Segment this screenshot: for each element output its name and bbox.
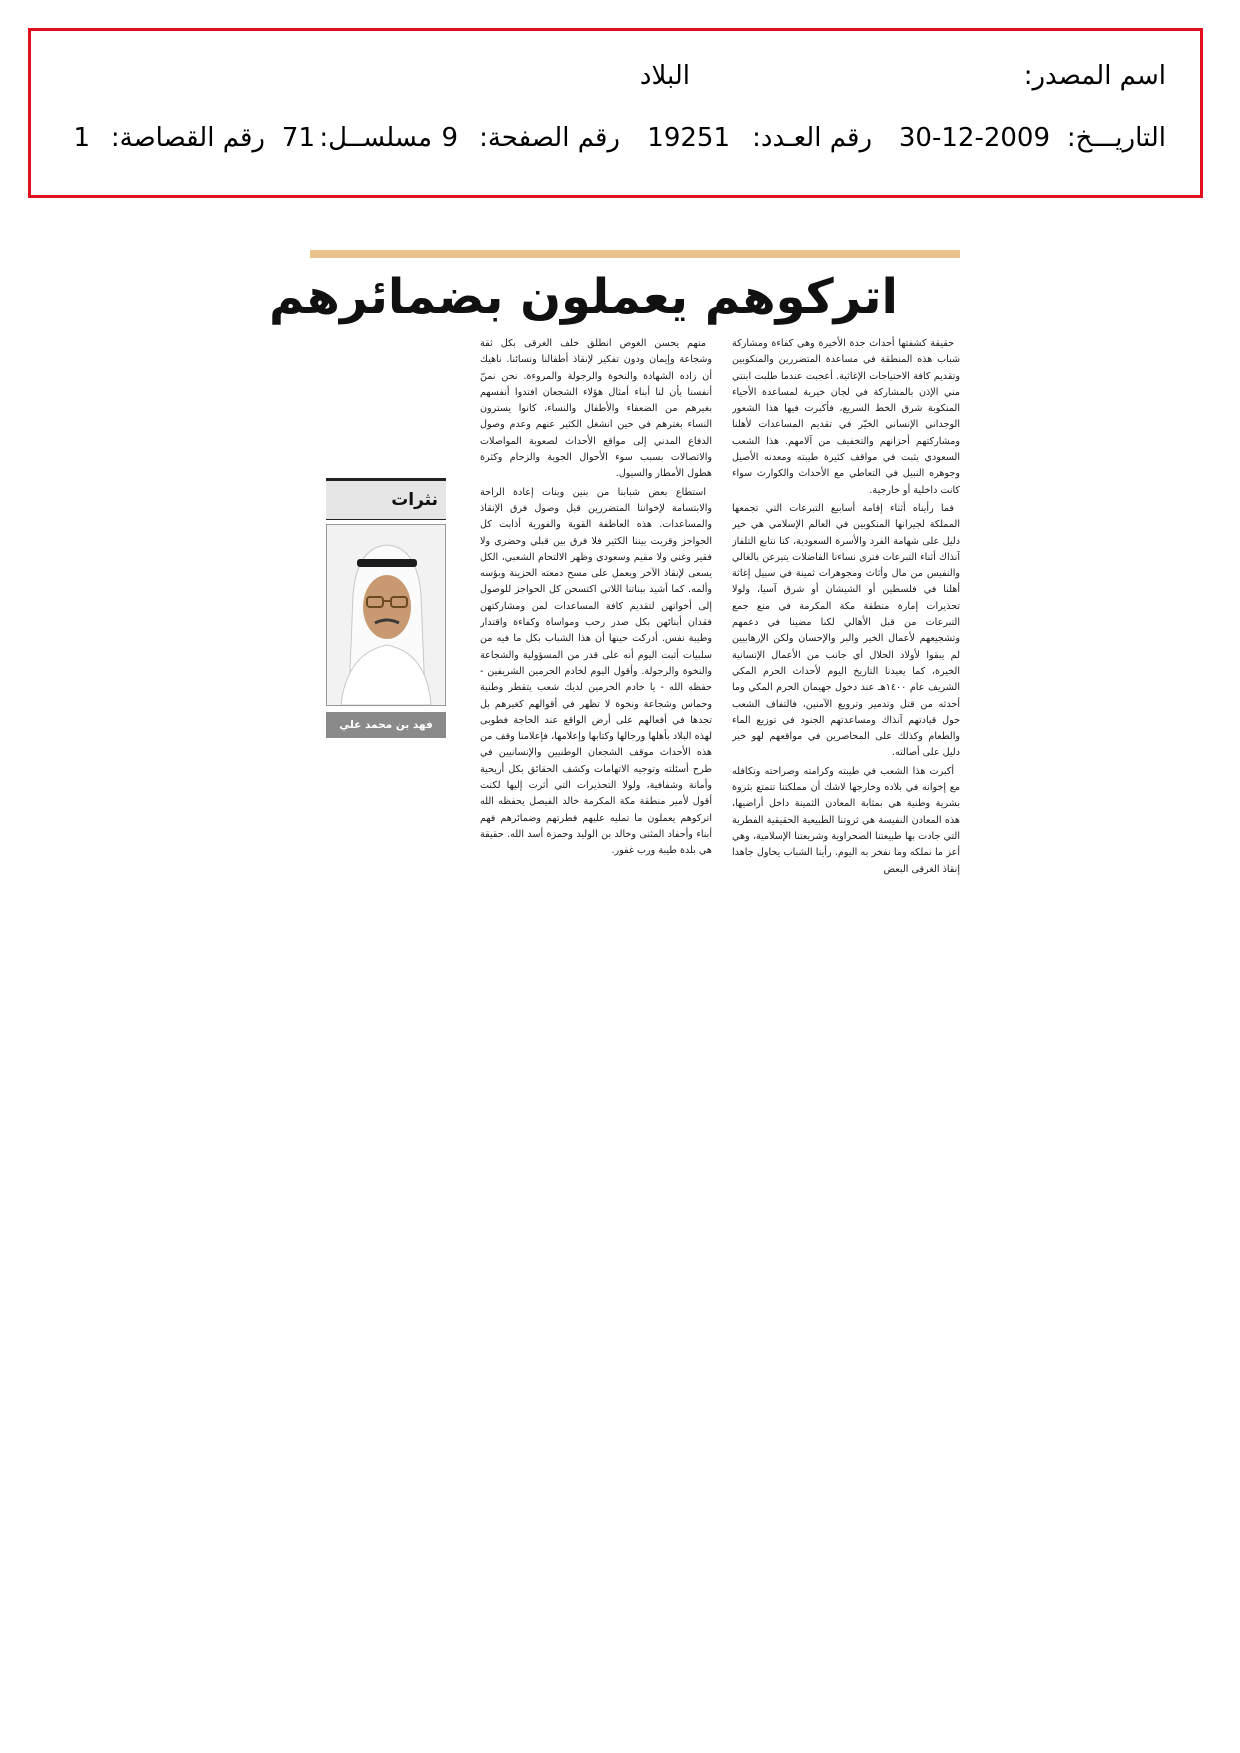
author-box xyxy=(326,478,446,757)
paragraph: منهم يحسن الغوص انطلق خلف الغرقى بكل ثقة وشجاعة وإيمان ودون تفكير لإنقاذ أطفالنا ونسائنا. ناهيك أن زاده الشهادة والنخوة والرجولة والمروءة. نحن نمنّ أنفسنا بأن لنا أبناء أمثال هؤلاء الشجعان افتدوا أنفسهم بغيرهم من الضعفاء والأطفال والنساء، كانوا يسترون النساء بغترهم في حين انشغل الكثير عنهم وعدم وصول الدفاع المدني إلى مواقع الأحداث لصعوبة المواصلات والاتصالات بسبب سوء الأحوال الجوية والزحام وكثرة هطول الأمطار والسيول. xyxy=(480,338,712,480)
author-portrait-icon xyxy=(327,525,445,705)
article-column-left xyxy=(480,336,712,876)
top-decorative-rule xyxy=(310,250,960,258)
author-photo xyxy=(326,524,446,706)
newspaper-article xyxy=(269,250,960,890)
paragraph: حقيقة كشفتها أحداث جدة الأخيرة وهي كفاءة ومشاركة شباب هذه المنطقة في مساعدة المتضررين والمنكوبين وتقديم كافة الاحتياجات الإغاثية. أعجبت عندما طلبت ابنتي مني الإذن بالمشاركة في لجان خيرية لمساعدة الأحياء المنكوبة شرق الخط السريع، فأكبرت فيها هذا الشعور الوجداني الإنساني الخيّر في تقديم المساعدات لأهلنا ومشاركتهم أحزانهم والتخفيف من آلامهم. هذا الشعب السعودي يثبت في مواقف كثيرة طيبته ومعدنه الأصيل وجوهره النبيل في التعاطي مع الأحداث والكوارث سواء كانت داخلية أو خارجية. xyxy=(732,338,960,496)
page-value: 9 xyxy=(441,123,458,153)
column-section-label: نثرات xyxy=(326,478,446,520)
date-value: 30-12-2009 xyxy=(898,123,1050,153)
article-headline: اتركوهم يعملون بضمائرهم xyxy=(269,269,898,325)
serial-label: مسلســل: xyxy=(319,123,432,153)
article-column-right xyxy=(732,336,960,876)
clipping-metadata-box xyxy=(28,28,1203,198)
serial-value: 71 xyxy=(281,123,315,153)
date-label: التاريـــخ: xyxy=(1066,123,1166,153)
paragraph: أكبرت هذا الشعب في طيبته وكرامته وصراحته وتكافله مع إخوانه في بلاده وخارجها لاشك أن مملكتنا تتمتع بثروة بشرية وطنية هي بمثابة المعادن الثمينة داخل أراضيها، هذه المعادن النفيسة هي ثروتنا الطبيعية الحقيقية الفطرية التي جادت بها طبيعتنا الصحراوية وشريعتنا الإسلامية، وهي أعز ما نملكه وما نفخر به اليوم. رأينا الشباب يحاول جاهدا إنقاذ الغرقى البعض xyxy=(732,765,960,875)
source-label: اسم المصدر: xyxy=(1023,61,1166,91)
issue-label: رقم العـدد: xyxy=(752,123,872,153)
source-value: البلاد xyxy=(639,61,690,91)
clip-value: 1 xyxy=(73,123,90,153)
paragraph: فما رأيناه أثناء إقامة أسابيع التبرعات التي تجمعها المملكة لجيرانها المنكوبين في العالم الإسلامي هي خير دليل على شهامة الفرد والأسرة السعودية، كنا نتابع التلفاز آنذاك أثناء التبرعات فنرى نساءنا الفاضلات يتبرعن بالغالي والنفيس من مال وأثاث ومجوهرات ثمينة في سبيل إغاثة أهلنا في فلسطين أو الشيشان أو شرق آسيا، ولولا تحذيرات إمارة منطقة مكة المكرمة في منع جمع التبرعات من قبل الأهالي لكنا مضينا في دعمهم وتشجيعهم لأعمال الخير والبر والإحسان ولكن الإرهابيين لم يبقوا لأولاد الحلال أي جانب من الأعمال الإنسانية الخيرة، كما يعيدنا التاريخ اليوم لأحداث الحرم المكي الشريف عام ١٤٠٠هـ عند دخول جهيمان الحرم المكي وما أحدثه من قتل وتدمير وترويع الآمنين، فالتفاف الشعب حول قيادتهم آنذاك ومساعدتهم الجنود في توزيع الماء والطعام وكذلك على المحاصرين في مواقعهم لهو خير دليل على أصالته. xyxy=(732,502,960,759)
clip-label: رقم القصاصة: xyxy=(110,123,265,153)
paragraph: استطاع بعض شبابنا من بنين وبنات إعادة الراحة والابتسامة لإخواننا المتضررين قبل وصول فرق الإنقاذ والمساعدات. هذه العاطفة القوية والفورية أذابت كل الحواجز وقربت بيننا الكثير فلا فرق بين قبلي وحضري ولا فقير وغني ولا مقيم وسعودي وظهر الالتحام الشعبي، الكل يسعى لإنقاذ الآخر ويعمل على مسح دمعته الحزينة وبؤسه وألمه. كما أشيد ببناتنا اللاتي اكتسحن كل الحواجز للوصول إلى أخواتهن لتقديم كافة المساعدات لمن ومشاركتهن فقدان أبنائهن بكل صدر رحب ومواساة وكفاءة واقتدار وطيبة نفس. أدركت حينها أن هذا الشباب بكل ما فيه من سلبيات أثبت اليوم أنه على قدر من المسؤولية والشجاعة والنخوة والرجولة. وأقول اليوم لخادم الحرمين الشريفين - حفظه الله - يا خادم الحرمين لديك شعب يتقطر وطنية وحماس وشجاعة ونخوة لا تظهر في أقوالهم كغيرهم بل تجدها في أفعالهم على أرض الواقع عند الحاجة فطوبى لهذه البلاد بأهلها ورجالها وكتابها وإعلامها، فإعلامنا وقف من هذه الأحداث موقف الشجعان الوطنيين والإنسانيين في طرح أسئلته وتوجيه الاتهامات وكشف الحقائق بكل أريحية وأمانة وشفافية، ولولا التحذيرات التي أثرت إليها لكنت أقول لأمير منطقة مكة المكرمة خالد الفيصل يحفظه الله اتركوهم يعملون ما تمليه عليهم فطرتهم وضمائرهم فهم أبناء وأحفاد المثنى وخالد بن الوليد وحمزة أسد الله. حقيقة هي بلدة طيبة ورب غفور. xyxy=(480,486,712,857)
issue-value: 19251 xyxy=(647,123,730,153)
page-label: رقم الصفحة: xyxy=(479,123,620,153)
author-name: فهد بن محمد علي الغزاوي xyxy=(326,712,446,738)
